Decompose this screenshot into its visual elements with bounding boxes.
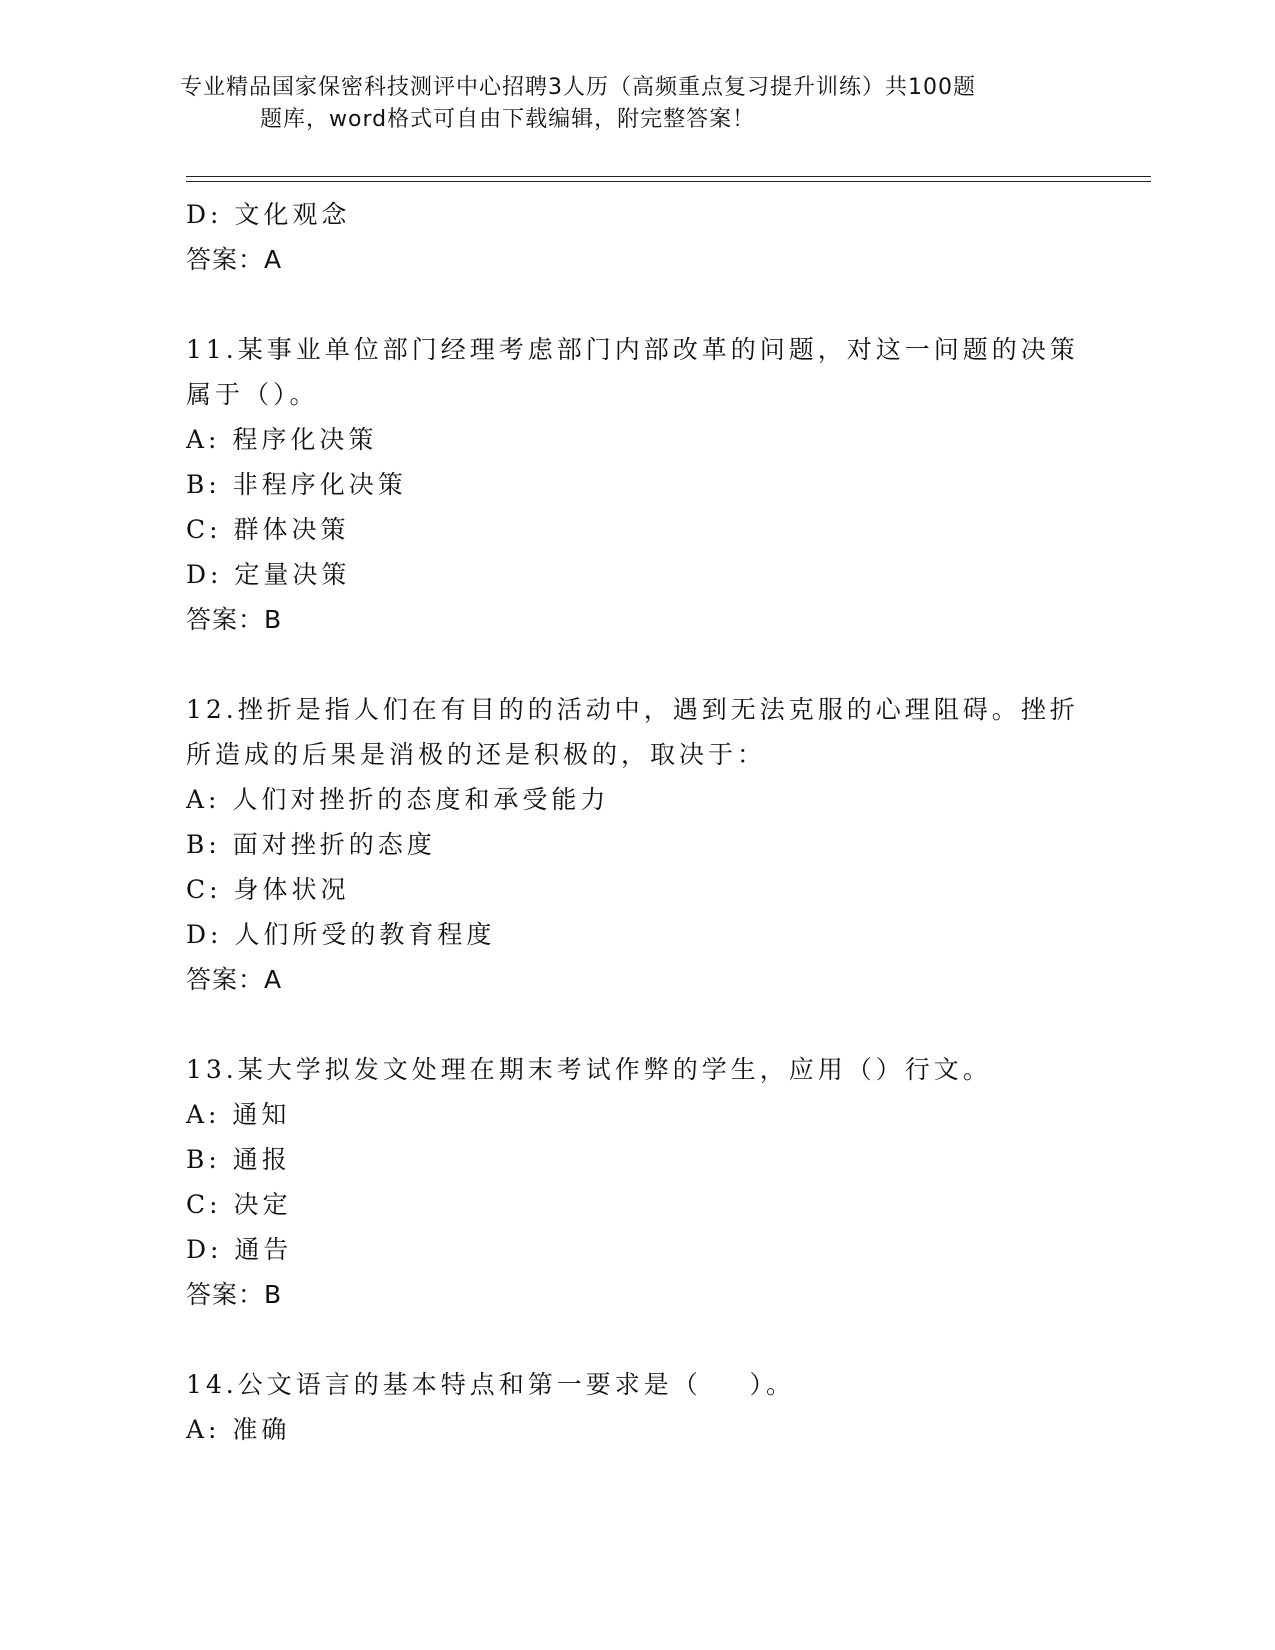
option-a: A: 人们对挫折的态度和承受能力: [186, 785, 610, 814]
option-a: A: 程序化决策: [186, 425, 378, 454]
question-stem: 12.挫折是指人们在有目的的活动中，遇到无法克服的心理阻碍。挫折: [186, 695, 1079, 724]
question-stem: 13.某大学拟发文处理在期末考试作弊的学生，应用（）行文。: [186, 1055, 992, 1084]
document-header: [180, 72, 1060, 136]
question-block: [186, 1362, 1086, 1452]
option-b: B: 非程序化决策: [186, 470, 407, 499]
option-d: D: 通告: [186, 1235, 293, 1264]
option-a: A: 通知: [186, 1100, 291, 1129]
option-c: C: 决定: [186, 1190, 292, 1219]
spacer: [186, 282, 1086, 327]
question-stem: 14.公文语言的基本特点和第一要求是（ ）。: [186, 1370, 796, 1399]
option-c: C: 群体决策: [186, 515, 350, 544]
spacer: [186, 642, 1086, 687]
option-d: D: 定量决策: [186, 560, 351, 589]
answer-line: 答案：B: [186, 605, 283, 634]
question-block: [186, 687, 1086, 1002]
question-block: [186, 1047, 1086, 1317]
option-b: B: 通报: [186, 1145, 291, 1174]
header-rule-bottom: [186, 181, 1151, 182]
answer-line: 答案：B: [186, 1280, 283, 1309]
header-title-line-1: 专业精品国家保密科技测评中心招聘3人历（高频重点复习提升训练）共100题: [180, 75, 976, 100]
spacer: [186, 1317, 1086, 1362]
option-c: C: 身体状况: [186, 875, 350, 904]
option-d: D: 人们所受的教育程度: [186, 920, 496, 949]
header-title-line-2: 题库，word格式可自由下载编辑，附完整答案！: [260, 107, 756, 132]
option-d: D: 文化观念: [186, 200, 351, 229]
question-stem-continued: 所造成的后果是消极的还是积极的，取决于：: [186, 740, 767, 769]
spacer: [186, 1002, 1086, 1047]
question-stem-continued: 属于（）。: [186, 380, 319, 409]
answer-line: 答案：A: [186, 965, 283, 994]
question-list: [186, 192, 1086, 1452]
question-stem: 11.某事业单位部门经理考虑部门内部改革的问题，对这一问题的决策: [186, 335, 1079, 364]
question-block: [186, 327, 1086, 642]
header-rule-top: [186, 176, 1151, 177]
answer-line: 答案：A: [186, 245, 283, 274]
option-a: A: 准确: [186, 1415, 291, 1444]
option-b: B: 面对挫折的态度: [186, 830, 436, 859]
